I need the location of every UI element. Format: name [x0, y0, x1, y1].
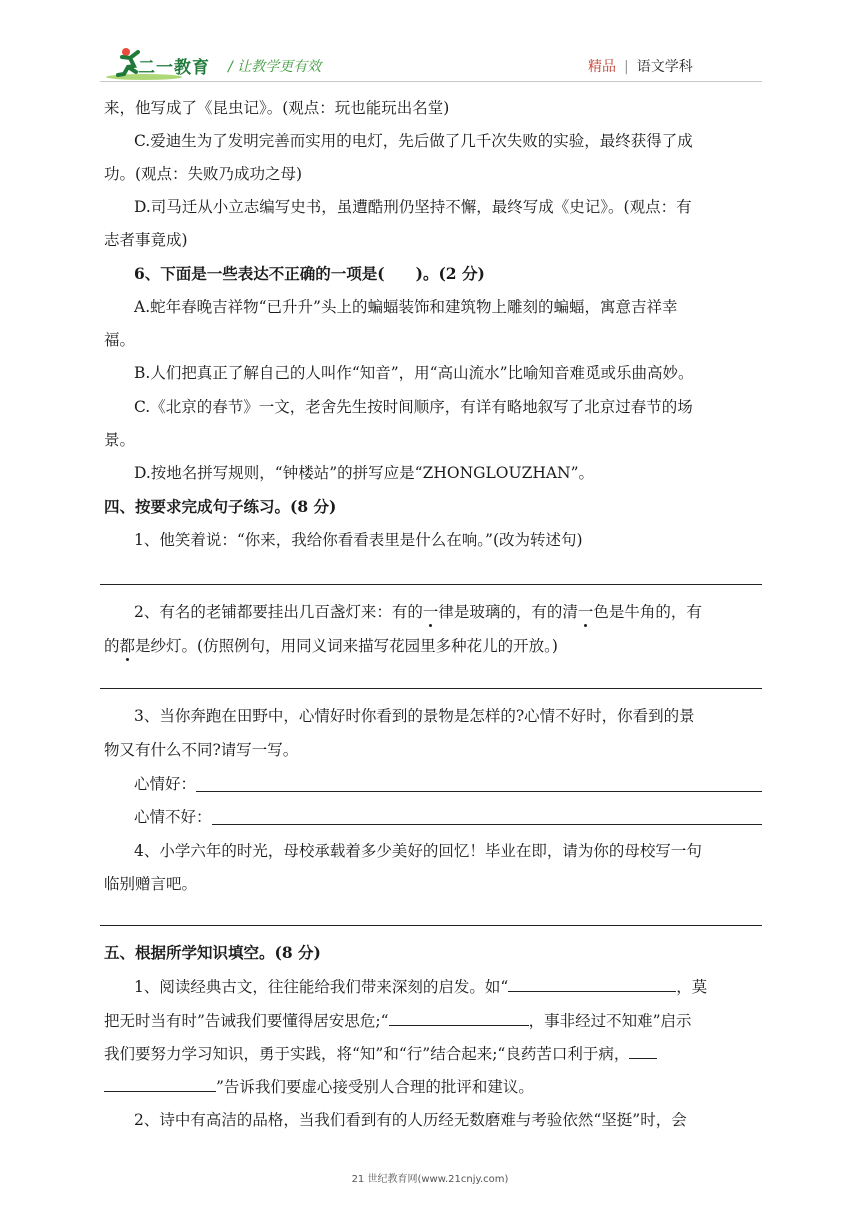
s5-question-1-line2 [104, 1010, 692, 1031]
mood-good-label: 心情好： [134, 775, 197, 793]
s4-question-3-cont: 物又有什么不同?请写一写。 [104, 741, 299, 759]
text-span: 1、阅读经典古文，往往能给我们带来深刻的启发。如“ [134, 978, 509, 996]
text-span: 把无时当有时”告诫我们要懂得居安思危;“ [104, 1012, 389, 1030]
header-slogan: / 让教学更有效 [228, 59, 322, 75]
question-6: 6、下面是一些表达不正确的一项是( )。(2 分) [134, 264, 485, 283]
text-line: 功。(观点：失败乃成功之母) [104, 165, 303, 183]
text-span: 2、有名的老铺都要挂出几百盏灯来：有的 [134, 603, 423, 621]
option-b: B.人们把真正了解自己的人叫作“知音”，用“高山流水”比喻知音难觅或乐曲高妙。 [134, 364, 694, 382]
text-span: 的 [104, 637, 120, 655]
text-line: 志者事竟成) [104, 231, 188, 249]
logo-text: 二一教育 [138, 58, 210, 78]
premium-tag: 精品 [588, 59, 616, 75]
s4-question-1: 1、他笑着说：“你来，我给你看看表里是什么在响。”(改为转述句) [134, 531, 583, 549]
section-4-title: 四、按要求完成句子练习。(8 分) [104, 497, 337, 516]
text-span: 我们要努力学习知识，勇于实践，将“知”和“行”结合起来;“良药苦口利于病， [104, 1045, 630, 1063]
s4-question-4-cont: 临别赠言吧。 [104, 875, 198, 893]
s4-question-2-cont [104, 636, 558, 656]
s5-question-1-line3 [104, 1043, 657, 1064]
answer-line [100, 584, 762, 585]
option-c-cont: 景。 [104, 431, 136, 449]
text-span: ，莫 [676, 978, 708, 996]
section-5-title: 五、根据所学知识填空。(8 分) [104, 943, 321, 962]
subject-label: 语文学科 [636, 59, 693, 75]
emphasis-char: 一 [577, 603, 594, 621]
text-span: ，事非经过不知难”启示 [528, 1012, 692, 1030]
option-d-line: D.司马迁从小立志编写史书，虽遭酷刑仍坚持不懈，最终写成《史记》。(观点：有 [134, 198, 692, 216]
page-footer: 21 世纪教育网(www.21cnjy.com) [351, 1174, 509, 1185]
s4-question-4: 4、小学六年的时光，母校承载着多少美好的回忆！毕业在即，请为你的母校写一句 [134, 842, 702, 860]
s5-question-2: 2、诗中有高洁的品格，当我们看到有的人历经无数磨难与考验依然“坚挺”时，会 [134, 1111, 687, 1129]
option-c-line: C.爱迪生为了发明完善而实用的电灯，先后做了几千次失败的实验，最终获得了成 [134, 132, 693, 150]
text-span: 律是玻璃的，有的清 [438, 603, 578, 621]
s5-question-1-line4 [104, 1076, 534, 1097]
option-a-cont: 福。 [104, 331, 136, 349]
header-separator: | [624, 59, 629, 75]
mood-bad-label: 心情不好： [134, 808, 212, 826]
emphasis-char: 一 [422, 603, 439, 621]
fill-blank[interactable] [629, 1043, 657, 1059]
s4-question-2 [134, 602, 702, 622]
fill-blank[interactable] [389, 1010, 529, 1026]
page-header [0, 0, 860, 82]
s5-question-1 [134, 976, 707, 997]
option-a: A.蛇年春晚吉祥物“已升升”头上的蝙蝠装饰和建筑物上雕刻的蝙蝠，寓意吉祥幸 [134, 298, 678, 316]
answer-line[interactable] [100, 925, 762, 926]
option-c: C.《北京的春节》一文，老舍先生按时间顺序，有详有略地叙写了北京过春节的场 [134, 398, 693, 416]
mood-bad-answer-line[interactable] [212, 824, 762, 825]
s4-question-3: 3、当你奔跑在田野中，心情好时你看到的景物是怎样的?心情不好时，你看到的景 [134, 707, 695, 725]
header-subject [588, 56, 693, 76]
fill-blank[interactable] [508, 976, 676, 992]
text-span: 色是牛角的，有 [593, 603, 702, 621]
text-line: 来，他写成了《昆虫记》。(观点：玩也能玩出名堂) [104, 99, 450, 117]
text-span: ”告诉我们要虚心接受别人合理的批评和建议。 [216, 1078, 534, 1096]
fill-blank[interactable] [104, 1076, 216, 1092]
answer-line [100, 688, 762, 689]
header-divider [100, 81, 762, 82]
mood-good-answer-line[interactable] [196, 791, 762, 792]
text-span: 是纱灯。(仿照例句，用同义词来描写花园里多种花儿的开放。) [135, 637, 558, 655]
option-d: D.按地名拼写规则，“钟楼站”的拼写应是“ZHONGLOUZHAN”。 [134, 464, 595, 482]
emphasis-char: 都 [119, 637, 136, 655]
